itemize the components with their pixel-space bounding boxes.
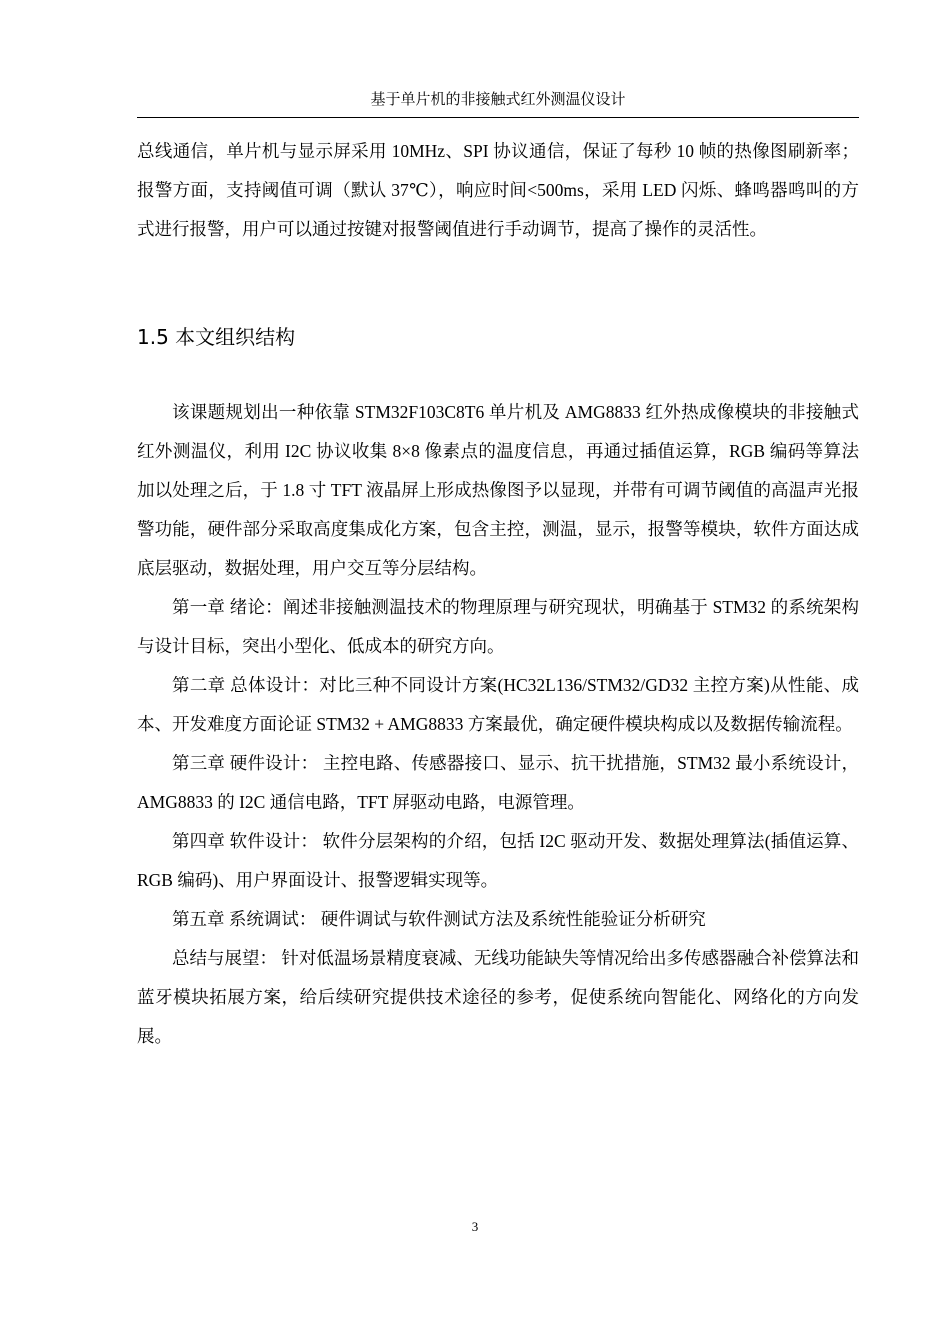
chapter-5-paragraph: 第五章 系统调试： 硬件调试与软件测试方法及系统性能验证分析研究 bbox=[172, 909, 706, 929]
chapter-1-paragraph: 第一章 绪论：阐述非接触测温技术的物理原理与研究现状，明确基于 STM32 的系统架构与设计目标，突出小型化、低成本的研究方向。 bbox=[137, 597, 859, 656]
page-number: 3 bbox=[471, 1219, 479, 1234]
continued-text-block bbox=[137, 132, 859, 249]
section-body bbox=[137, 393, 859, 1056]
running-header: 基于单片机的非接触式红外测温仪设计 bbox=[370, 92, 626, 108]
chapter-4-paragraph: 第四章 软件设计： 软件分层架构的介绍，包括 I2C 驱动开发、数据处理算法(插值运算、RGB 编码)、用户界面设计、报警逻辑实现等。 bbox=[137, 831, 859, 890]
chapter-2-paragraph: 第二章 总体设计：对比三种不同设计方案(HC32L136/STM32/GD32 主控方案)从性能、成本、开发难度方面论证 STM32 + AMG8833 方案最优，确定硬件模块构成以及数据传输流程。 bbox=[137, 675, 859, 734]
header-rule bbox=[137, 117, 859, 118]
summary-paragraph: 总结与展望： 针对低温场景精度衰减、无线功能缺失等情况给出多传感器融合补偿算法和蓝牙模块拓展方案，给后续研究提供技术途径的参考，促使系统向智能化、网络化的方向发展。 bbox=[137, 948, 859, 1046]
chapter-3-paragraph: 第三章 硬件设计： 主控电路、传感器接口、显示、抗干扰措施，STM32 最小系统设计，AMG8833 的 I2C 通信电路，TFT 屏驱动电路，电源管理。 bbox=[137, 753, 859, 812]
intro-paragraph: 总线通信，单片机与显示屏采用 10MHz、SPI 协议通信，保证了每秒 10 帧的热像图刷新率；报警方面，支持阈值可调（默认 37℃），响应时间<500ms，采用 LED 闪烁、蜂鸣器鸣叫的方式进行报警，用户可以通过按键对报警阈值进行手动调节，提高了操作的灵活性。 bbox=[137, 141, 859, 239]
section-heading: 1.5 本文组织结构 bbox=[137, 325, 296, 349]
overview-paragraph: 该课题规划出一种依靠 STM32F103C8T6 单片机及 AMG8833 红外热成像模块的非接触式红外测温仪，利用 I2C 协议收集 8×8 像素点的温度信息，再通过插值运算，RGB 编码等算法加以处理之后，于 1.8 寸 TFT 液晶屏上形成热像图予以显现，并带有可调节阈值的高温声光报警功能，硬件部分采取高度集成化方案，包含主控，测温，显示，报警等模块，软件方面达成底层驱动，数据处理，用户交互等分层结构。 bbox=[137, 402, 859, 578]
